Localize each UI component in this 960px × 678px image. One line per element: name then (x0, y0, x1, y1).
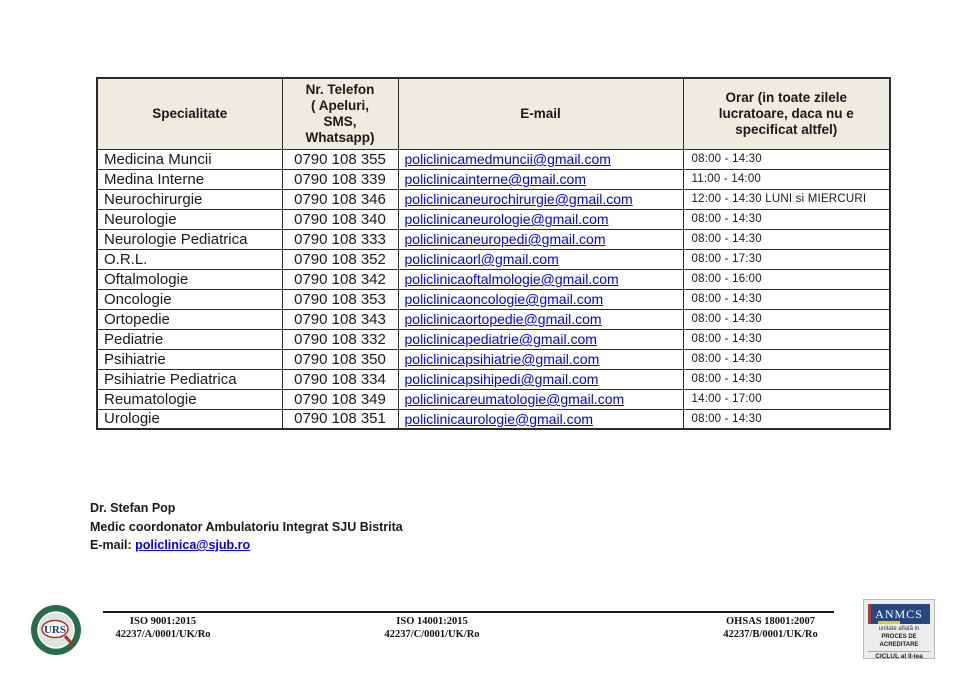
footer-divider (103, 611, 834, 613)
phone-cell: 0790 108 339 (282, 169, 398, 189)
phone-cell: 0790 108 333 (282, 229, 398, 249)
table-row (97, 349, 890, 369)
column-header-email: E-mail (398, 78, 683, 149)
table-row (97, 149, 890, 169)
specialty-cell: Neurologie Pediatrica (97, 229, 282, 249)
email-link[interactable]: policlinicaoftalmologie@gmail.com (404, 271, 619, 287)
email-link[interactable]: policlinicapsihiatrie@gmail.com (404, 351, 600, 367)
email-cell (398, 189, 683, 209)
anmcs-yellow-mark (878, 621, 900, 624)
schedule-cell: 08:00 - 14:30 (683, 229, 890, 249)
table-row (97, 229, 890, 249)
schedule-cell: 08:00 - 14:30 (683, 209, 890, 229)
column-header-specialty: Specialitate (97, 78, 282, 149)
specialty-cell: Oftalmologie (97, 269, 282, 289)
email-link[interactable]: policlinicaortopedie@gmail.com (404, 311, 602, 327)
certification-iso9001 (98, 616, 228, 641)
anmcs-subtitle-line1: unitate aflată in (878, 626, 920, 632)
specialty-cell: Pediatrie (97, 329, 282, 349)
specialty-cell: Urologie (97, 409, 282, 429)
phone-cell: 0790 108 343 (282, 309, 398, 329)
anmcs-subtitle-line2: PROCES DE ACREDITARE (879, 634, 919, 648)
email-link[interactable]: policlinicapediatrie@gmail.com (404, 331, 597, 347)
table-row (97, 209, 890, 229)
specialty-cell: Medina Interne (97, 169, 282, 189)
email-cell (398, 349, 683, 369)
schedule-cell: 08:00 - 14:30 (683, 409, 890, 429)
anmcs-red-mark (868, 604, 871, 624)
table-row (97, 249, 890, 269)
phone-cell: 0790 108 349 (282, 389, 398, 409)
phone-header-line: Nr. Telefon (305, 81, 375, 97)
schedule-cell: 08:00 - 14:30 (683, 329, 890, 349)
email-cell (398, 369, 683, 389)
urs-logo-graphic (30, 604, 82, 656)
email-link[interactable]: policlinicareumatologie@gmail.com (404, 391, 625, 407)
email-cell (398, 269, 683, 289)
certification-ohsas18001 (698, 616, 843, 641)
email-cell (398, 209, 683, 229)
schedule-cell: 12:00 - 14:30 LUNI si MIERCURI (683, 189, 890, 209)
email-cell (398, 229, 683, 249)
phone-cell: 0790 108 334 (282, 369, 398, 389)
schedule-cell: 14:00 - 17:00 (683, 389, 890, 409)
schedule-cell: 08:00 - 17:30 (683, 249, 890, 269)
table-row (97, 309, 890, 329)
email-link[interactable]: policlinicaurologie@gmail.com (404, 410, 594, 427)
phone-cell: 0790 108 351 (282, 409, 398, 429)
email-link[interactable]: policlinicaoncologie@gmail.com (404, 291, 604, 307)
table-row (97, 389, 890, 409)
specialty-cell: Psihiatrie (97, 349, 282, 369)
phone-header-line: Whatsapp) (305, 129, 375, 145)
specialty-cell: Psihiatrie Pediatrica (97, 369, 282, 389)
phone-cell: 0790 108 346 (282, 189, 398, 209)
email-link[interactable]: policlinicamedmuncii@gmail.com (404, 151, 611, 167)
email-link[interactable]: policlinicapsihipedi@gmail.com (404, 371, 599, 387)
email-cell (398, 169, 683, 189)
certification-code: 42237/A/0001/UK/Ro (115, 628, 211, 640)
schedule-cell: 08:00 - 14:30 (683, 149, 890, 169)
phone-cell: 0790 108 342 (282, 269, 398, 289)
certification-standard: ISO 9001:2015 (129, 616, 197, 627)
certification-code: 42237/B/0001/UK/Ro (723, 628, 818, 640)
header-row (97, 78, 890, 149)
email-cell (398, 289, 683, 309)
phone-cell: 0790 108 340 (282, 209, 398, 229)
table-row (97, 289, 890, 309)
table-row (97, 269, 890, 289)
email-cell (398, 389, 683, 409)
table-row (97, 189, 890, 209)
email-cell (398, 329, 683, 349)
anmcs-accreditation-logo (863, 599, 935, 659)
specialty-cell: Ortopedie (97, 309, 282, 329)
table-row (97, 369, 890, 389)
phone-cell: 0790 108 332 (282, 329, 398, 349)
specialty-cell: Medicina Muncii (97, 149, 282, 169)
specialties-table (96, 77, 891, 430)
email-link[interactable]: policlinicaneurologie@gmail.com (404, 211, 609, 227)
specialty-cell: Neurochirurgie (97, 189, 282, 209)
anmcs-banner (868, 604, 930, 624)
specialty-cell: O.R.L. (97, 249, 282, 269)
signature-role: Medic coordonator Ambulatoriu Integrat SJU Bistrita (90, 519, 403, 534)
anmcs-cycle-label: CICLUL al II-lea (868, 651, 930, 662)
schedule-cell: 08:00 - 14:30 (683, 309, 890, 329)
email-link[interactable]: policlinicaneurochirurgie@gmail.com (404, 191, 633, 207)
schedule-cell: 08:00 - 14:30 (683, 349, 890, 369)
anmcs-title: ANMCS (875, 606, 923, 621)
signature-name: Dr. Stefan Pop (90, 501, 176, 515)
certification-iso14001 (367, 616, 497, 641)
signature-email-link[interactable]: policlinica@sjub.ro (135, 538, 251, 552)
phone-cell: 0790 108 350 (282, 349, 398, 369)
email-cell (398, 409, 683, 429)
specialty-cell: Neurologie (97, 209, 282, 229)
table-row (97, 329, 890, 349)
column-header-phone (282, 78, 398, 149)
certification-standard: OHSAS 18001:2007 (726, 616, 815, 627)
phone-header-line: SMS, (323, 113, 357, 129)
schedule-cell: 11:00 - 14:00 (683, 169, 890, 189)
table-row (97, 409, 890, 429)
specialty-cell: Oncologie (97, 289, 282, 309)
certification-code: 42237/C/0001/UK/Ro (384, 628, 480, 640)
column-header-schedule: Orar (in toate zilele lucratoare, daca nu e specificat altfel) (683, 78, 890, 149)
phone-header-line: ( Apeluri, (310, 97, 369, 113)
email-cell (398, 309, 683, 329)
email-link[interactable]: policlinicaneuropedi@gmail.com (404, 231, 606, 247)
certification-standard: ISO 14001:2015 (396, 616, 468, 627)
email-cell (398, 149, 683, 169)
phone-cell: 0790 108 353 (282, 289, 398, 309)
phone-cell: 0790 108 352 (282, 249, 398, 269)
schedule-cell: 08:00 - 16:00 (683, 269, 890, 289)
email-link[interactable]: policlinicaorl@gmail.com (404, 251, 559, 267)
table-row (97, 169, 890, 189)
urs-logo-text: URS (43, 624, 67, 636)
phone-cell: 0790 108 355 (282, 149, 398, 169)
signature-email-line (90, 536, 403, 555)
email-cell (398, 249, 683, 269)
signature-block (90, 499, 403, 555)
schedule-cell: 08:00 - 14:30 (683, 289, 890, 309)
urs-certification-logo (30, 604, 82, 656)
schedule-cell: 08:00 - 14:30 (683, 369, 890, 389)
signature-email-label: E-mail: (90, 538, 136, 552)
email-link[interactable]: policlinicainterne@gmail.com (404, 171, 587, 187)
specialty-cell: Reumatologie (97, 389, 282, 409)
